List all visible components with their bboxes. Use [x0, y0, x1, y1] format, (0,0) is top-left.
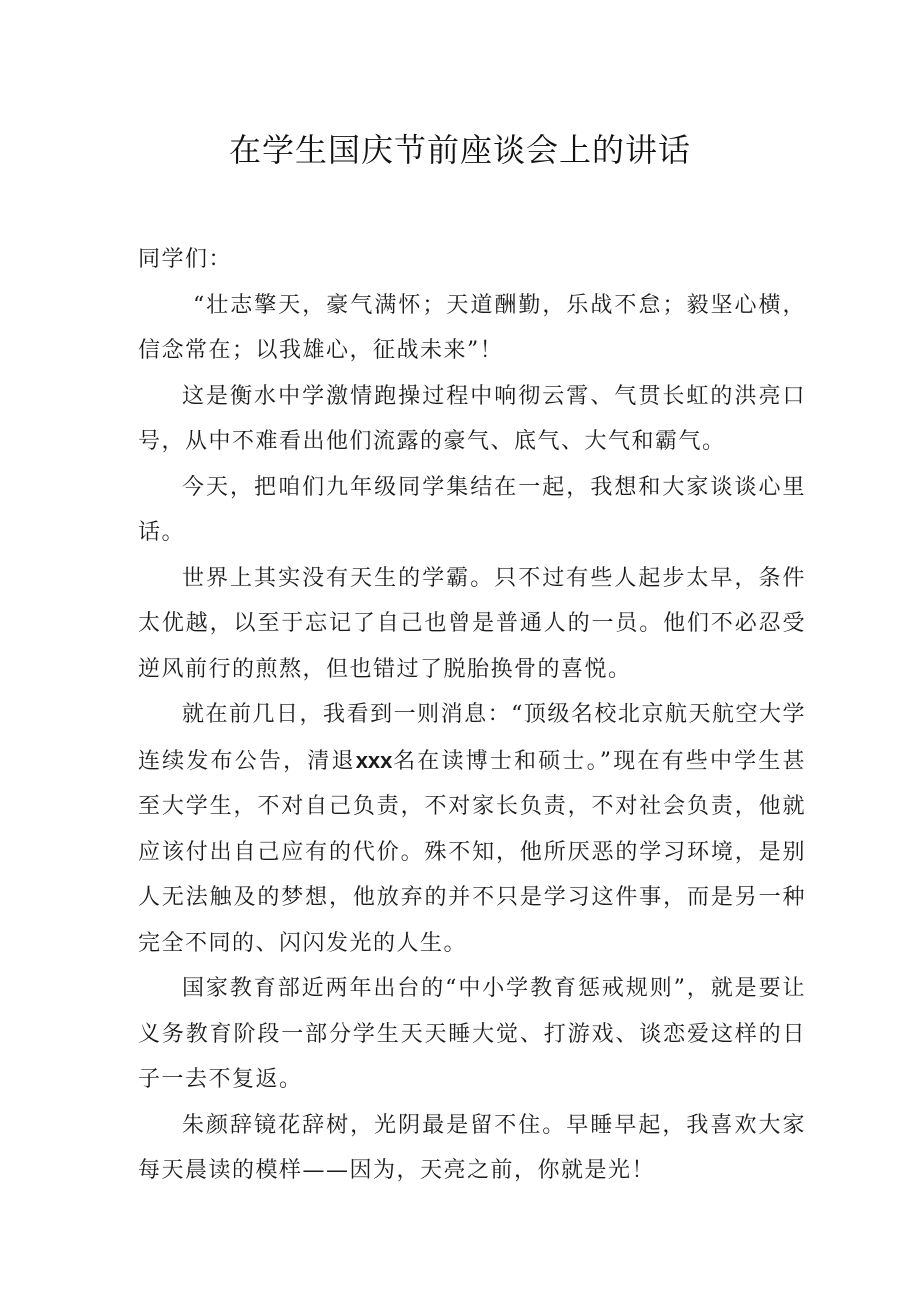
news-text-before: 就在前几日，我看到一则消息：“顶级名校北京航天航空大学连续发布公告，清退 — [138, 702, 806, 774]
paragraph-news — [138, 692, 806, 966]
paragraph-no-born-genius: 世界上其实没有天生的学霸。只不过有些人起步太早，条件太优越，以至于忘记了自己也曾是普通人的一员。他们不必忍受逆风前行的煎熬，但也错过了脱胎换骨的喜悦。 — [138, 565, 806, 682]
document-body — [138, 237, 806, 1194]
salutation: 同学们： — [138, 247, 233, 272]
paragraph-today: 今天，把咱们九年级同学集结在一起，我想和大家谈谈心里话。 — [138, 474, 806, 545]
paragraph-slogan: “壮志擎天，豪气满怀；天道酬勤，乐战不怠；毅坚心横，信念常在；以我雄心，征战未来”！ — [138, 292, 806, 363]
news-text-after: 名在读博士和硕士。”现在有些中学生甚至大学生，不对自己负责，不对家长负责，不对社会负责，他就应该付出自己应有的代价。殊不知，他所厌恶的学习环境，是别人无法触及的梦想，他放弃的并不只是学习这件事，而是另一种完全不同的、闪闪发光的人生。 — [138, 748, 806, 956]
paragraph-slogan-source: 这是衡水中学激情跑操过程中响彻云霄、气贯长虹的洪亮口号，从中不难看出他们流露的豪气、底气、大气和霸气。 — [138, 383, 806, 454]
document-title: 在学生国庆节前座谈会上的讲话 — [228, 131, 691, 169]
news-placeholder: xxx — [355, 747, 393, 773]
paragraph-closing: 朱颜辞镜花辞树，光阴最是留不住。早睡早起，我喜欢大家每天晨读的模样——因为，天亮之前，你就是光！ — [138, 1112, 806, 1183]
paragraph-discipline-rules: 国家教育部近两年出台的“中小学教育惩戒规则”，就是要让义务教育阶段一部分学生天天睡大觉、打游戏、谈恋爱这样的日子一去不复返。 — [138, 976, 806, 1092]
